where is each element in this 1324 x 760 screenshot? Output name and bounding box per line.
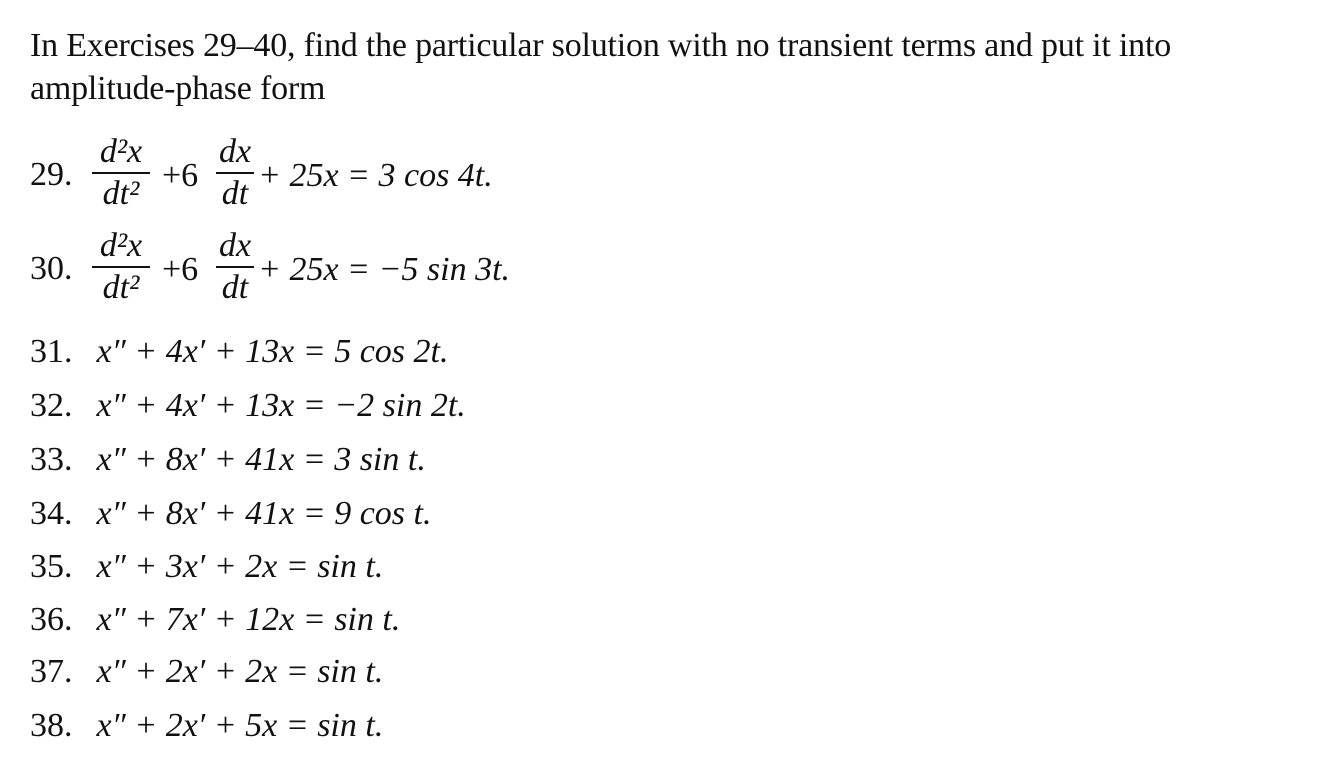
equation: x″ + 7x′ + 12x = sin t. [96, 601, 401, 638]
exercise-33 [30, 440, 426, 480]
fraction-numerator: d²x [99, 227, 143, 264]
fraction-numerator: dx [218, 133, 252, 170]
equation: x″ + 8x′ + 41x = 3 sin t. [96, 441, 426, 478]
exercise-number: 37. [30, 653, 73, 690]
exercise-number: 31. [30, 333, 73, 370]
fraction-numerator: dx [218, 227, 252, 264]
exercise-number: 30. [30, 250, 73, 287]
exercise-instructions: In Exercises 29–40, find the particular solution with no transient terms and put it into amplitude-phase form [30, 27, 1172, 107]
fraction-numerator: d²x [99, 133, 143, 170]
second-derivative-fraction [92, 132, 150, 214]
exercise-number: 38. [30, 707, 73, 744]
exercise-34 [30, 494, 431, 534]
fraction-denominator: dt² [102, 269, 140, 306]
exercise-31 [30, 332, 448, 372]
exercise-number: 34. [30, 495, 73, 532]
equation: x″ + 4x′ + 13x = −2 sin 2t. [96, 387, 466, 424]
exercise-37 [30, 652, 383, 692]
equation-remainder: + 25x = 3 cos 4t. [258, 157, 493, 194]
fraction-denominator: dt [221, 269, 249, 306]
exercise-number: 36. [30, 601, 73, 638]
exercise-35 [30, 547, 383, 587]
exercise-38 [30, 706, 383, 746]
equation-remainder: + 25x = −5 sin 3t. [258, 251, 511, 288]
first-derivative-fraction [216, 132, 254, 214]
exercise-number: 33. [30, 441, 73, 478]
exercise-number: 29. [30, 156, 73, 193]
equation: x″ + 3x′ + 2x = sin t. [96, 548, 384, 585]
equation: x″ + 2x′ + 2x = sin t. [96, 653, 384, 690]
equation: x″ + 8x′ + 41x = 9 cos t. [96, 495, 432, 532]
exercise-number: 35. [30, 548, 73, 585]
exercise-36 [30, 600, 400, 640]
equation: x″ + 2x′ + 5x = sin t. [96, 707, 384, 744]
exercise-32 [30, 386, 466, 426]
fraction-denominator: dt² [102, 175, 140, 212]
coefficient-text: +6 [162, 157, 199, 194]
first-derivative-fraction [216, 226, 254, 308]
exercise-number: 32. [30, 387, 73, 424]
coefficient-text: +6 [162, 251, 199, 288]
second-derivative-fraction [92, 226, 150, 308]
equation: x″ + 4x′ + 13x = 5 cos 2t. [96, 333, 449, 370]
fraction-denominator: dt [221, 175, 249, 212]
